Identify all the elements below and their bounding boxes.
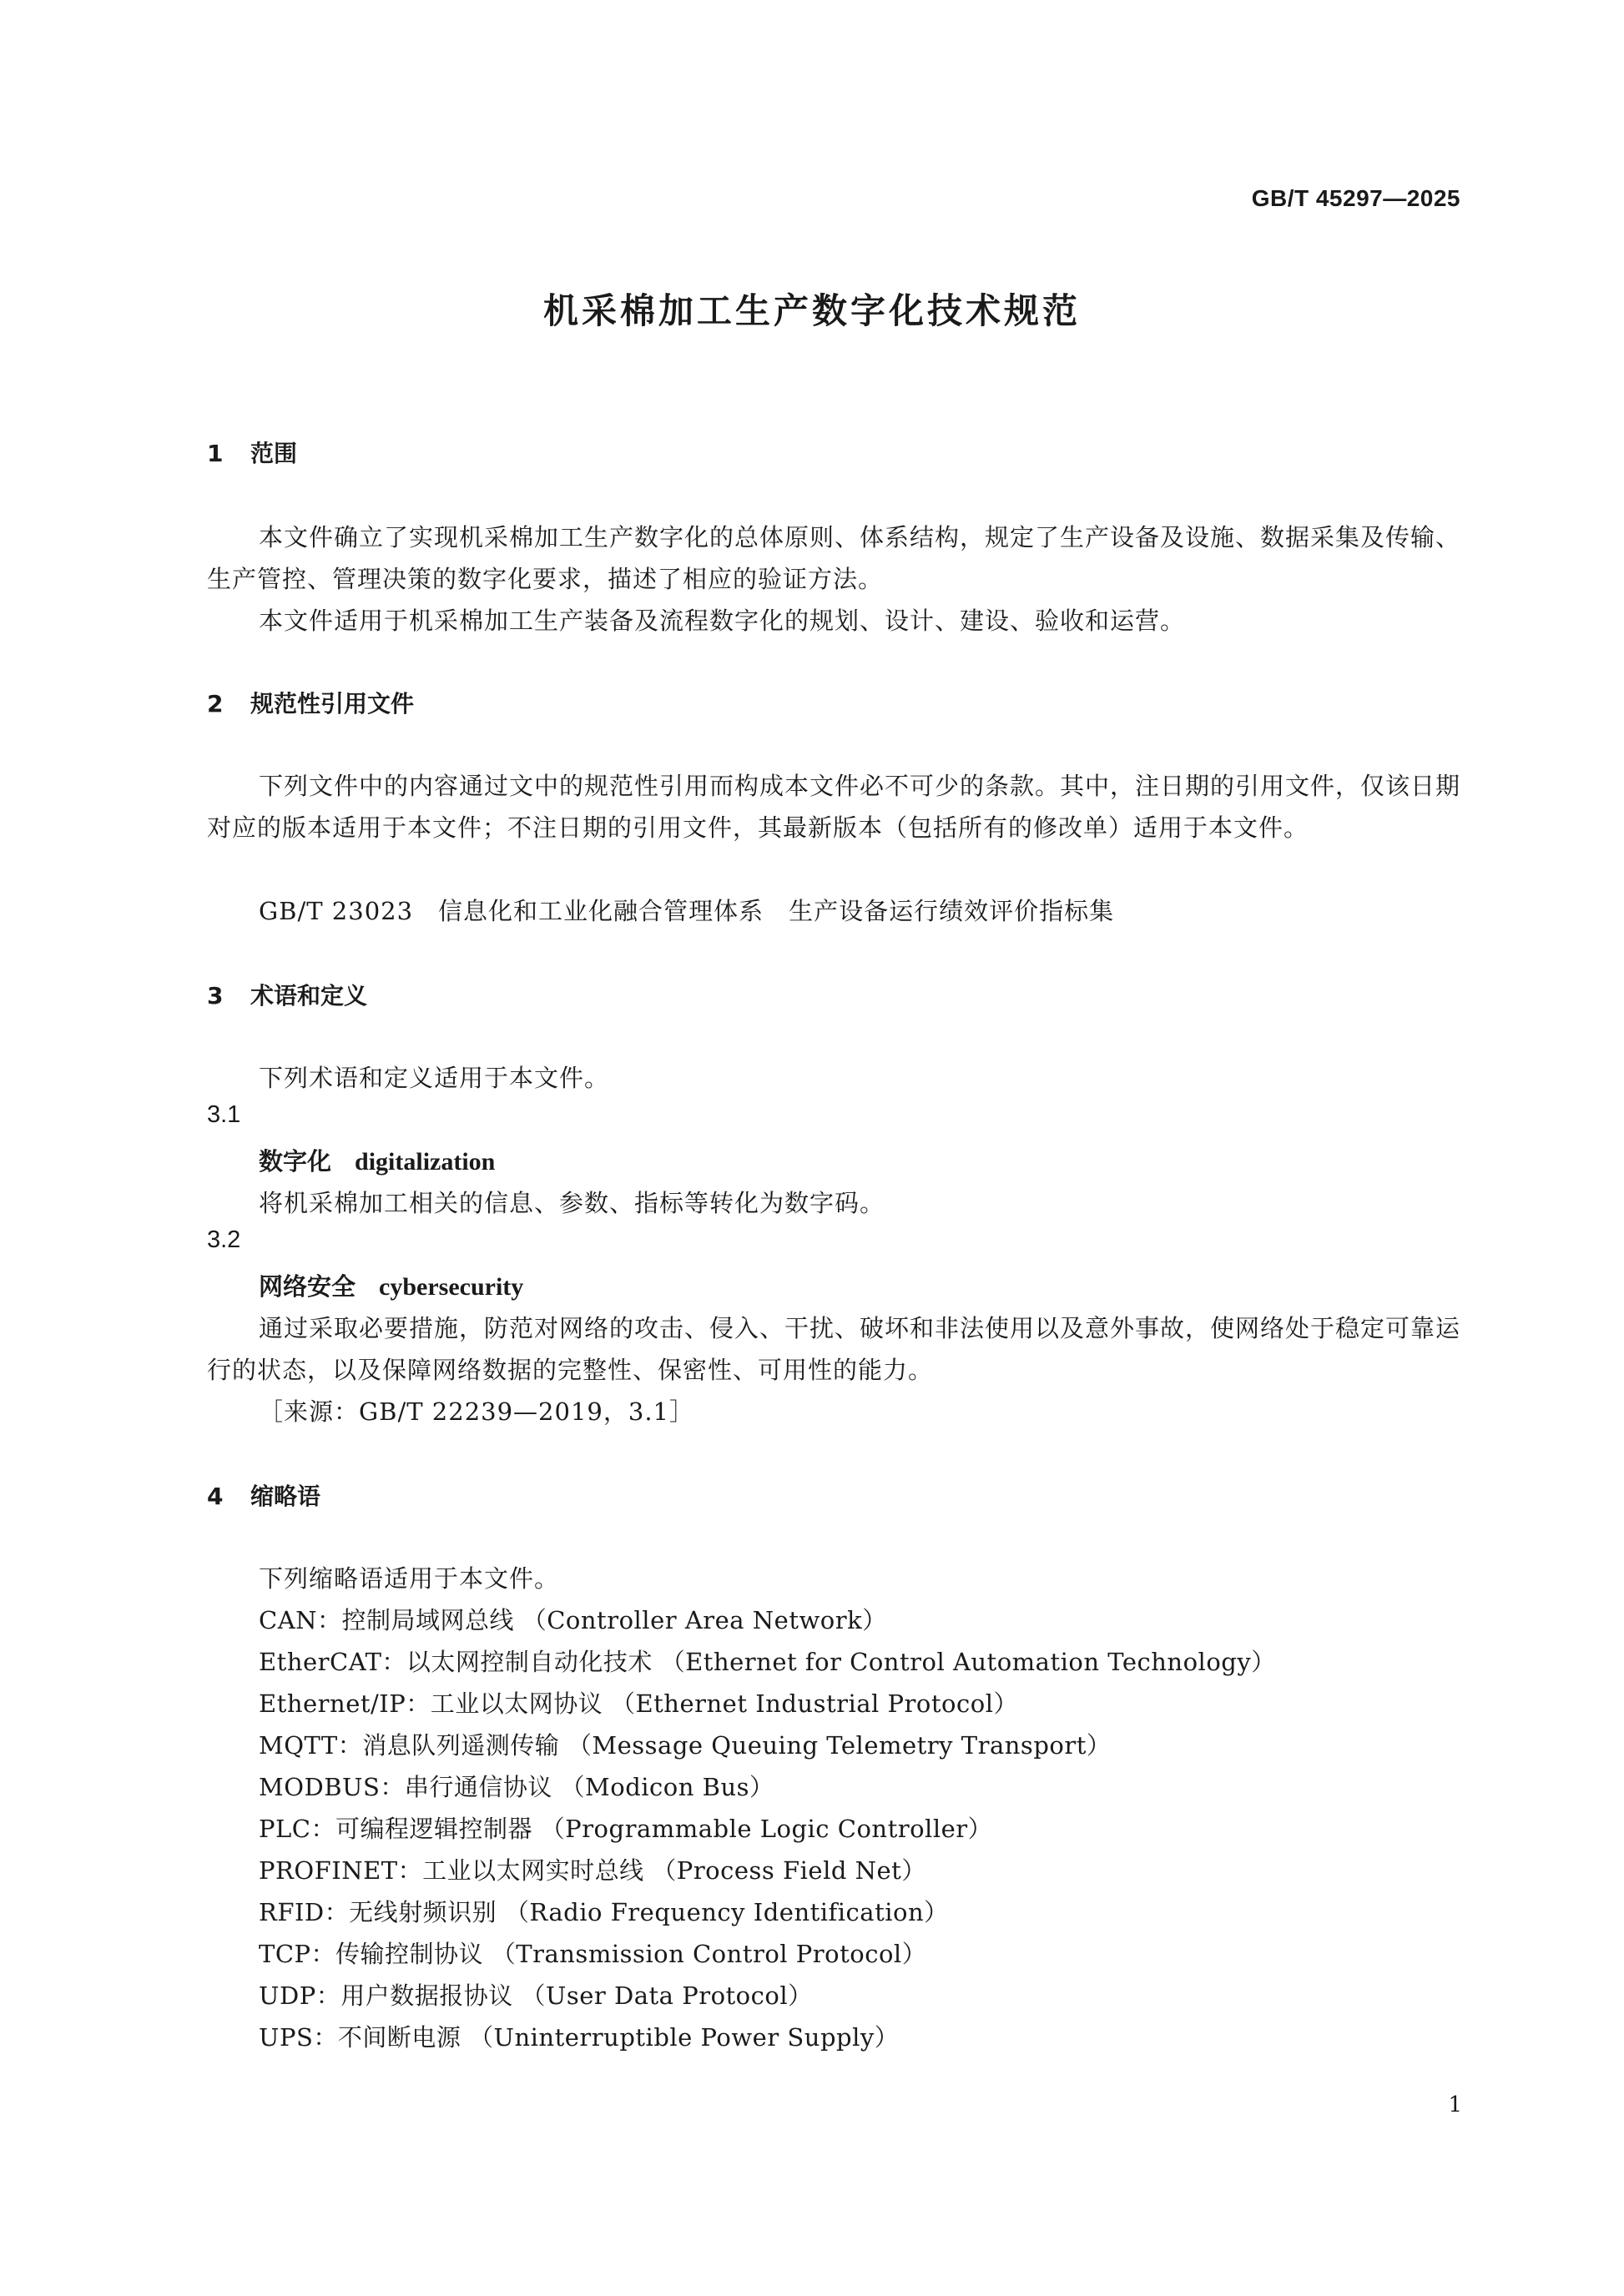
- section-3-heading: [207, 978, 367, 1011]
- scope-paragraph-1: 本文件确立了实现机采棉加工生产数字化的总体原则、体系结构，规定了生产设备及设施、数据采集及传输、生产管控、管理决策的数字化要求，描述了相应的验证方法。: [207, 523, 1461, 593]
- abbreviation-item: MQTT：消息队列遥测传输 （Message Queuing Telemetry Transport）: [259, 1731, 1112, 1760]
- section-title: 缩略语: [250, 1483, 321, 1510]
- reference-gbt-23023: GB/T 23023 信息化和工业化融合管理体系 生产设备运行绩效评价指标集: [259, 897, 1115, 925]
- page-number: 1: [1448, 2092, 1462, 2117]
- term-3-2-name: [259, 1268, 523, 1302]
- section-number: 2: [207, 690, 224, 718]
- term-3-1-number: 3.1: [207, 1101, 241, 1128]
- term-3-1-name: [259, 1143, 495, 1177]
- abbreviations-intro: 下列缩略语适用于本文件。: [259, 1564, 560, 1593]
- term-name-en: cybersecurity: [379, 1273, 524, 1301]
- abbreviations-list: [259, 1599, 1276, 2058]
- abbreviation-item: MODBUS：串行通信协议 （Modicon Bus）: [259, 1773, 774, 1801]
- section-4-heading: [207, 1478, 320, 1512]
- term-3-2-definition: 通过采取必要措施，防范对网络的攻击、侵入、干扰、破坏和非法使用以及意外事故，使网络处于稳定可靠运行的状态，以及保障网络数据的完整性、保密性、可用性的能力。: [207, 1314, 1461, 1384]
- document-title: 机采棉加工生产数字化技术规范: [542, 290, 1081, 331]
- term-3-1-definition: 将机采棉加工相关的信息、参数、指标等转化为数字码。: [259, 1189, 885, 1217]
- section-number: 4: [207, 1483, 224, 1510]
- term-name-zh: 数字化: [259, 1147, 332, 1176]
- abbreviation-item: PLC：可编程逻辑控制器 （Programmable Logic Controller）: [259, 1815, 993, 1843]
- term-name-zh: 网络安全: [259, 1272, 356, 1301]
- abbreviation-item: UPS：不间断电源 （Uninterruptible Power Supply）: [259, 2023, 900, 2052]
- normative-references-paragraph: 下列文件中的内容通过文中的规范性引用而构成本文件必不可少的条款。其中，注日期的引用文件，仅该日期对应的版本适用于本文件；不注日期的引用文件，其最新版本（包括所有的修改单）适用于本文件。: [207, 772, 1461, 842]
- section-2-heading: [207, 686, 414, 719]
- term-3-2-number: 3.2: [207, 1226, 241, 1253]
- abbreviation-item: Ethernet/IP：工业以太网协议 （Ethernet Industrial Protocol）: [259, 1689, 1018, 1718]
- section-number: 3: [207, 982, 224, 1010]
- section-title: 术语和定义: [250, 982, 368, 1010]
- term-3-2-source: ［来源：GB/T 22239—2019，3.1］: [259, 1397, 694, 1426]
- abbreviation-item: PROFINET：工业以太网实时总线 （Process Field Net）: [259, 1856, 926, 1885]
- section-title: 范围: [250, 440, 298, 467]
- section-1-heading: [207, 436, 297, 469]
- abbreviation-item: UDP：用户数据报协议 （User Data Protocol）: [259, 1981, 813, 2010]
- abbreviation-item: CAN：控制局域网总线 （Controller Area Network）: [259, 1606, 887, 1634]
- terms-intro: 下列术语和定义适用于本文件。: [259, 1064, 610, 1092]
- abbreviation-item: EtherCAT：以太网控制自动化技术 （Ethernet for Control Automation Technology）: [259, 1648, 1276, 1676]
- scope-paragraph-2: 本文件适用于机采棉加工生产装备及流程数字化的规划、设计、建设、验收和运营。: [259, 607, 1186, 635]
- abbreviation-item: RFID：无线射频识别 （Radio Frequency Identification）: [259, 1898, 949, 1926]
- abbreviation-item: TCP：传输控制协议 （Transmission Control Protocol）: [259, 1940, 927, 1968]
- standard-number: GB/T 45297—2025: [1251, 185, 1460, 211]
- section-title: 规范性引用文件: [250, 690, 415, 718]
- term-name-en: digitalization: [355, 1148, 496, 1176]
- section-number: 1: [207, 440, 224, 467]
